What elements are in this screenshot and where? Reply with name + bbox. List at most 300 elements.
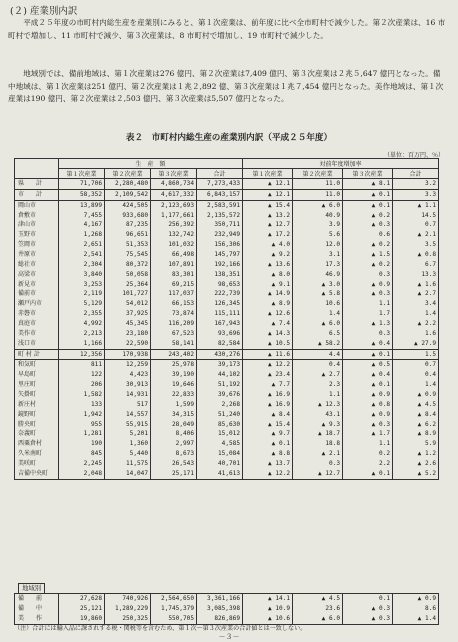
table-cell: 116,209 xyxy=(151,319,197,329)
table-cell: ▲ 27.9 xyxy=(393,339,439,349)
table-cell: 34,315 xyxy=(151,410,197,420)
table-cell: 51,192 xyxy=(197,380,243,390)
table-cell: 1.4 xyxy=(393,380,439,390)
table-cell: ▲ 0.2 xyxy=(343,211,393,221)
table-cell: ▲ 8.0 xyxy=(243,270,293,280)
table-cell: ▲ 1.4 xyxy=(393,614,439,625)
table-cell: ▲ 10.5 xyxy=(243,339,293,349)
table-cell: ▲ 11.6 xyxy=(243,349,293,360)
unit-label: （単位：百万円、％） xyxy=(383,152,444,159)
table-cell: 133 xyxy=(59,400,105,410)
table-cell: 1,268 xyxy=(59,230,105,240)
table-cell: 0.6 xyxy=(343,230,393,240)
table-cell: ▲ 0.8 xyxy=(393,250,439,260)
table-cell: 0.7 xyxy=(393,360,439,370)
table-cell: 8.6 xyxy=(393,604,439,614)
table-cell: 0.4 xyxy=(293,360,343,370)
table-cell: 0.2 xyxy=(343,449,393,459)
table-cell: 12,259 xyxy=(105,360,151,370)
table-cell: 845 xyxy=(59,449,105,459)
table-cell: ▲ 10.9 xyxy=(243,604,293,614)
table-cell: 1,166 xyxy=(59,339,105,349)
table-row xyxy=(15,410,439,420)
table-cell: ▲ 2.1 xyxy=(293,449,343,459)
table-cell: 826,869 xyxy=(197,614,243,625)
table-cell: ▲ 14.1 xyxy=(243,594,293,605)
table-cell: ▲ 6.0 xyxy=(293,200,343,210)
row-label: 市 計 xyxy=(15,189,59,200)
table-row xyxy=(15,339,439,349)
table-cell: 4,992 xyxy=(59,319,105,329)
table-cell: 55,915 xyxy=(105,420,151,430)
table-cell: 3,085,398 xyxy=(197,604,243,614)
table-cell: ▲ 0.3 xyxy=(343,614,393,625)
table-cell: 45,345 xyxy=(105,319,151,329)
table-cell: ▲ 12.1 xyxy=(243,179,293,190)
table-cell: 3,361,166 xyxy=(197,594,243,605)
table-cell: ▲ 0.9 xyxy=(393,390,439,400)
column-header: 第１次産業 xyxy=(243,169,293,179)
row-label: 美 作 xyxy=(15,614,59,625)
table-cell: 51,240 xyxy=(197,410,243,420)
table-cell: 3.2 xyxy=(393,179,439,190)
table-cell: 6.5 xyxy=(293,329,343,339)
table-row xyxy=(15,370,439,380)
column-header: 合計 xyxy=(197,169,243,179)
row-label: 久米南町 xyxy=(15,449,59,459)
table-cell: 50,058 xyxy=(105,270,151,280)
table-cell: 2,213 xyxy=(59,329,105,339)
table-cell: ▲ 13.6 xyxy=(243,260,293,270)
table-cell: 5.6 xyxy=(293,230,343,240)
table-cell: 2,304 xyxy=(59,260,105,270)
table-row xyxy=(15,349,439,360)
table-cell: 250,325 xyxy=(105,614,151,625)
table-cell: ▲ 0.9 xyxy=(343,280,393,290)
table-cell: 83,301 xyxy=(151,270,197,280)
table-cell: ▲ 4.5 xyxy=(293,594,343,605)
table-cell: ▲ 8.9 xyxy=(243,299,293,309)
table-row xyxy=(15,179,439,190)
table-cell: 2,048 xyxy=(59,469,105,479)
column-header: 第２次産業 xyxy=(293,169,343,179)
table-cell: ▲ 6.0 xyxy=(293,614,343,625)
table-cell: ▲ 14.9 xyxy=(243,289,293,299)
table-cell: 98,653 xyxy=(197,280,243,290)
table-cell: ▲ 12.2 xyxy=(243,360,293,370)
row-label: 早島町 xyxy=(15,370,59,380)
table-cell: 7,455 xyxy=(59,211,105,221)
table-cell: 156,306 xyxy=(197,240,243,250)
table-cell: 550,705 xyxy=(151,614,197,625)
table-cell: ▲ 1.3 xyxy=(343,319,393,329)
table-cell: 2,109,542 xyxy=(105,189,151,200)
table-body xyxy=(15,179,439,480)
table-cell: 1.5 xyxy=(393,349,439,360)
table-cell: 2,119 xyxy=(59,289,105,299)
paragraph-industry: 平成２５年度の市町村内総生産を産業別にみると、第１次産業は、前年度に比べ全市町村で減少した。第２次産業は、16 市町村で増加し、11 市町村で減少、第３次産業は、8 市町村で増加し、19 市町村で減少した。 xyxy=(8,18,446,40)
table-cell: ▲ 1.2 xyxy=(393,449,439,459)
table-cell: ▲ 0.1 xyxy=(343,349,393,360)
table-cell: ▲ 13.2 xyxy=(243,211,293,221)
table-row xyxy=(15,594,439,605)
table-cell: 22,833 xyxy=(151,390,197,400)
table-cell: 8,673 xyxy=(151,449,197,459)
table-row xyxy=(15,400,439,410)
row-label: 備 前 xyxy=(15,594,59,605)
table-cell: 167,943 xyxy=(197,319,243,329)
paragraph-region: 地域別では、備前地域は、第１次産業は276 億円、第２次産業は7,409 億円、第３次産業は２兆５,647 億円となった。備中地域は、第１次産業は251 億円、第２次産業は１兆２,892 億、第３次産業は１兆７,454 億円となった。美作地域は、第１次産業は190 億円、第２次産業は２,503 億円、第３次産業は5,507 億円となった。 xyxy=(8,69,444,104)
table-cell: 1,177,661 xyxy=(151,211,197,221)
table-row xyxy=(15,220,439,230)
table-cell: 206 xyxy=(59,380,105,390)
table-cell: 190 xyxy=(59,439,105,449)
row-label: 町 村 計 xyxy=(15,349,59,360)
table-cell: ▲ 2.6 xyxy=(393,459,439,469)
table-cell: ▲ 14.3 xyxy=(243,329,293,339)
table-cell: ▲ 7.4 xyxy=(243,319,293,329)
table-cell: 0.1 xyxy=(343,594,393,605)
table-row xyxy=(15,390,439,400)
table-cell: 58,141 xyxy=(151,339,197,349)
table-cell: 1.1 xyxy=(293,390,343,400)
table-cell: ▲ 9.3 xyxy=(293,420,343,430)
table-cell: 1,281 xyxy=(59,429,105,439)
table-cell: 93,696 xyxy=(197,329,243,339)
table-cell: ▲ 12.3 xyxy=(293,400,343,410)
header-growth: 対前年度増加率 xyxy=(243,159,439,169)
table-cell: ▲ 2.7 xyxy=(393,289,439,299)
table-cell: 955 xyxy=(59,420,105,430)
table-cell: ▲ 0.1 xyxy=(343,189,393,200)
table-cell: 2.2 xyxy=(343,459,393,469)
table-cell: 122 xyxy=(59,370,105,380)
table-cell: 17.3 xyxy=(293,260,343,270)
table-cell: 0.3 xyxy=(343,270,393,280)
table-cell: 1.6 xyxy=(393,329,439,339)
table-cell: 39,676 xyxy=(197,390,243,400)
table-cell: 4,167 xyxy=(59,220,105,230)
row-label: 玉野市 xyxy=(15,230,59,240)
table-cell: 1.7 xyxy=(343,309,393,319)
table-cell: 39,173 xyxy=(197,360,243,370)
row-label: 倉敷市 xyxy=(15,211,59,221)
row-label: 真庭市 xyxy=(15,319,59,329)
table-cell: ▲ 2.2 xyxy=(393,319,439,329)
table-cell: 1.1 xyxy=(343,439,393,449)
table-cell: 5.9 xyxy=(393,439,439,449)
table-cell: 101,727 xyxy=(105,289,151,299)
table-cell: 23.6 xyxy=(293,604,343,614)
table-cell: 101,032 xyxy=(151,240,197,250)
table-row xyxy=(15,319,439,329)
table-row xyxy=(15,240,439,250)
table-cell: 46.9 xyxy=(293,270,343,280)
table-cell: 243,402 xyxy=(151,349,197,360)
table-cell: ▲ 18.7 xyxy=(293,429,343,439)
table-cell: ▲ 5.8 xyxy=(293,289,343,299)
table-cell: 256,392 xyxy=(151,220,197,230)
table-cell: ▲ 0.3 xyxy=(343,220,393,230)
table-cell: 5,201 xyxy=(105,429,151,439)
table-cell: 27,628 xyxy=(59,594,105,605)
row-label: 瀬戸内市 xyxy=(15,299,59,309)
table-row xyxy=(15,420,439,430)
row-label: 県 計 xyxy=(15,179,59,190)
table-cell: 6.7 xyxy=(393,260,439,270)
row-label: 新見市 xyxy=(15,280,59,290)
table-cell: 232,949 xyxy=(197,230,243,240)
table-cell: 3.3 xyxy=(393,189,439,200)
table-cell: 19,860 xyxy=(59,614,105,625)
table-cell: 2,245 xyxy=(59,459,105,469)
table-cell: 44,102 xyxy=(197,370,243,380)
table-cell: 2,123,693 xyxy=(151,200,197,210)
table-cell: 80,372 xyxy=(105,260,151,270)
table-cell: ▲ 0.5 xyxy=(343,360,393,370)
row-label: 勝央町 xyxy=(15,420,59,430)
table-cell: ▲ 15.4 xyxy=(243,200,293,210)
table-cell: 4,423 xyxy=(105,370,151,380)
table-cell: 11,575 xyxy=(105,459,151,469)
table-cell: 4,585 xyxy=(197,439,243,449)
column-header: 第３次産業 xyxy=(151,169,197,179)
table-cell: ▲ 8.8 xyxy=(243,449,293,459)
table-cell: 126,345 xyxy=(197,299,243,309)
table-cell: 1,599 xyxy=(151,400,197,410)
table-cell: 40,701 xyxy=(197,459,243,469)
table-row xyxy=(15,189,439,200)
table-cell: 96,651 xyxy=(105,230,151,240)
row-label: 西粟倉村 xyxy=(15,439,59,449)
table-cell: 12.0 xyxy=(293,240,343,250)
table-cell: ▲ 0.3 xyxy=(343,604,393,614)
table-cell: 58,352 xyxy=(59,189,105,200)
table-cell: 26,543 xyxy=(151,459,197,469)
table-cell: 740,926 xyxy=(105,594,151,605)
table-cell: 2,997 xyxy=(151,439,197,449)
table-cell: 0.3 xyxy=(343,329,393,339)
table-row xyxy=(15,260,439,270)
table-cell: ▲ 0.1 xyxy=(343,200,393,210)
table-cell: 222,739 xyxy=(197,289,243,299)
column-header: 第１次産業 xyxy=(59,169,105,179)
table-cell: 3.1 xyxy=(293,250,343,260)
table-cell: ▲ 9.1 xyxy=(243,280,293,290)
table-cell: 14,931 xyxy=(105,390,151,400)
table-cell: 51,353 xyxy=(105,240,151,250)
table-cell: 14.5 xyxy=(393,211,439,221)
table-cell: 43.1 xyxy=(293,410,343,420)
table-cell: 132,742 xyxy=(151,230,197,240)
row-label: 和気町 xyxy=(15,360,59,370)
table-cell: 23,180 xyxy=(105,329,151,339)
table-cell: 138,351 xyxy=(197,270,243,280)
table-cell: 2,583,591 xyxy=(197,200,243,210)
row-label: 備 中 xyxy=(15,604,59,614)
table-cell: ▲ 8.4 xyxy=(393,410,439,420)
header-production: 生 産 額 xyxy=(59,159,243,169)
table-cell: 5,440 xyxy=(105,449,151,459)
table-cell: 350,711 xyxy=(197,220,243,230)
table-cell: 39,190 xyxy=(151,370,197,380)
table-cell: 25,121 xyxy=(59,604,105,614)
table-cell: 18.8 xyxy=(293,439,343,449)
table-cell: ▲ 12.2 xyxy=(243,469,293,479)
table-cell: 933,680 xyxy=(105,211,151,221)
table-cell: ▲ 0.1 xyxy=(343,469,393,479)
table-cell: 2.3 xyxy=(293,380,343,390)
table-row xyxy=(15,459,439,469)
row-label: 高梁市 xyxy=(15,270,59,280)
table-cell: 11.0 xyxy=(293,179,343,190)
table-cell: ▲ 4.5 xyxy=(393,400,439,410)
table-cell: 430,276 xyxy=(197,349,243,360)
table-cell: 15,084 xyxy=(197,449,243,459)
table-cell: 0.7 xyxy=(393,220,439,230)
table-cell: 107,891 xyxy=(151,260,197,270)
table-cell: 0.4 xyxy=(393,370,439,380)
table-cell: 115,111 xyxy=(197,309,243,319)
table-row xyxy=(15,329,439,339)
table-cell: 1.4 xyxy=(293,309,343,319)
table-cell: 1,745,379 xyxy=(151,604,197,614)
table-cell: ▲ 6.0 xyxy=(293,319,343,329)
table-cell: 14,047 xyxy=(105,469,151,479)
table-cell: ▲ 0.2 xyxy=(343,240,393,250)
table-cell: 1,289,229 xyxy=(105,604,151,614)
section-heading: (２) 産業別内訳 xyxy=(10,6,78,17)
table-cell: ▲ 0.4 xyxy=(343,339,393,349)
table-cell: ▲ 1.7 xyxy=(343,429,393,439)
table-cell: 13.3 xyxy=(393,270,439,280)
row-label: 井原市 xyxy=(15,250,59,260)
row-label: 赤磐市 xyxy=(15,309,59,319)
table-cell: ▲ 9.7 xyxy=(243,429,293,439)
table-cell: 117,037 xyxy=(151,289,197,299)
table-cell: 2,280,480 xyxy=(105,179,151,190)
table-cell: 28,049 xyxy=(151,420,197,430)
table-cell: 85,630 xyxy=(197,420,243,430)
table-cell: 19,646 xyxy=(151,380,197,390)
row-label: 美作市 xyxy=(15,329,59,339)
row-label: 津山市 xyxy=(15,220,59,230)
row-label: 吉備中央町 xyxy=(15,469,59,479)
table-cell: 1.1 xyxy=(343,299,393,309)
table-row xyxy=(15,211,439,221)
table-cell: ▲ 13.7 xyxy=(243,459,293,469)
table-cell: 8,406 xyxy=(151,429,197,439)
table-cell: ▲ 12.1 xyxy=(243,189,293,200)
row-label: 矢掛町 xyxy=(15,390,59,400)
region-label: 地域別 xyxy=(18,583,45,594)
page-number: －３－ xyxy=(218,633,240,641)
table-cell: ▲ 16.9 xyxy=(243,400,293,410)
table-cell: 4,617,332 xyxy=(151,189,197,200)
column-header: 合計 xyxy=(393,169,439,179)
table-row xyxy=(15,449,439,459)
table-cell: 2,135,572 xyxy=(197,211,243,221)
table-cell: 1,360 xyxy=(105,439,151,449)
column-header: 第２次産業 xyxy=(105,169,151,179)
row-label: 備前市 xyxy=(15,289,59,299)
table-cell: 66,153 xyxy=(151,299,197,309)
table-cell: 192,166 xyxy=(197,260,243,270)
table-cell: ▲ 8.4 xyxy=(243,410,293,420)
table-cell: ▲ 12.7 xyxy=(293,469,343,479)
table-cell: ▲ 23.4 xyxy=(243,370,293,380)
table-row xyxy=(15,439,439,449)
row-label: 岡山市 xyxy=(15,200,59,210)
table-cell: 2,564,650 xyxy=(151,594,197,605)
table-cell: ▲ 4.0 xyxy=(243,240,293,250)
table-cell: ▲ 0.4 xyxy=(343,370,393,380)
table-row xyxy=(15,280,439,290)
table-cell: 30,913 xyxy=(105,380,151,390)
table-cell: ▲ 15.4 xyxy=(243,420,293,430)
table-cell: 87,235 xyxy=(105,220,151,230)
table-cell: 73,874 xyxy=(151,309,197,319)
table-cell: 25,364 xyxy=(105,280,151,290)
table-cell: 25,978 xyxy=(151,360,197,370)
table-cell: 2,651 xyxy=(59,240,105,250)
table-cell: 424,505 xyxy=(105,200,151,210)
row-label: 奈義町 xyxy=(15,429,59,439)
table-cell: 1,942 xyxy=(59,410,105,420)
table-cell: ▲ 8.9 xyxy=(393,429,439,439)
table-cell: ▲ 2.1 xyxy=(393,230,439,240)
table-cell: ▲ 1.5 xyxy=(343,250,393,260)
table-cell: ▲ 58.2 xyxy=(293,339,343,349)
table-cell: 1.4 xyxy=(393,309,439,319)
table-cell: 2,268 xyxy=(197,400,243,410)
table-cell: 0.3 xyxy=(293,459,343,469)
table-cell: 71,706 xyxy=(59,179,105,190)
table-cell: ▲ 6.2 xyxy=(393,420,439,430)
row-label: 浅口市 xyxy=(15,339,59,349)
table-cell: 3.5 xyxy=(393,240,439,250)
table-title: 表２ 市町村内総生産の産業別内訳（平成２５年度） xyxy=(125,133,333,143)
table-cell: 14,557 xyxy=(105,410,151,420)
row-label: 美咲町 xyxy=(15,459,59,469)
table-cell: ▲ 0.1 xyxy=(343,380,393,390)
table-cell: ▲ 8.1 xyxy=(343,179,393,190)
table-cell: 11.0 xyxy=(293,189,343,200)
table-cell: 15,012 xyxy=(197,429,243,439)
row-label: 鏡野町 xyxy=(15,410,59,420)
table-row xyxy=(15,380,439,390)
table-row xyxy=(15,299,439,309)
table-cell: 69,215 xyxy=(151,280,197,290)
table-row xyxy=(15,360,439,370)
row-label: 里庄町 xyxy=(15,380,59,390)
table-cell: ▲ 17.2 xyxy=(243,230,293,240)
table-cell: 5,129 xyxy=(59,299,105,309)
table-cell: 3.9 xyxy=(293,220,343,230)
table-cell: 6,843,157 xyxy=(197,189,243,200)
table-row xyxy=(15,469,439,479)
table-cell: ▲ 12.7 xyxy=(243,220,293,230)
table-cell: 4.4 xyxy=(293,349,343,360)
table-cell: ▲ 7.7 xyxy=(243,380,293,390)
row-label: 総社市 xyxy=(15,260,59,270)
table-cell: ▲ 3.0 xyxy=(293,280,343,290)
table-row xyxy=(15,309,439,319)
table-cell: 40.9 xyxy=(293,211,343,221)
table-cell: 7,273,433 xyxy=(197,179,243,190)
table-cell: ▲ 0.9 xyxy=(393,594,439,605)
table-cell: 170,938 xyxy=(105,349,151,360)
